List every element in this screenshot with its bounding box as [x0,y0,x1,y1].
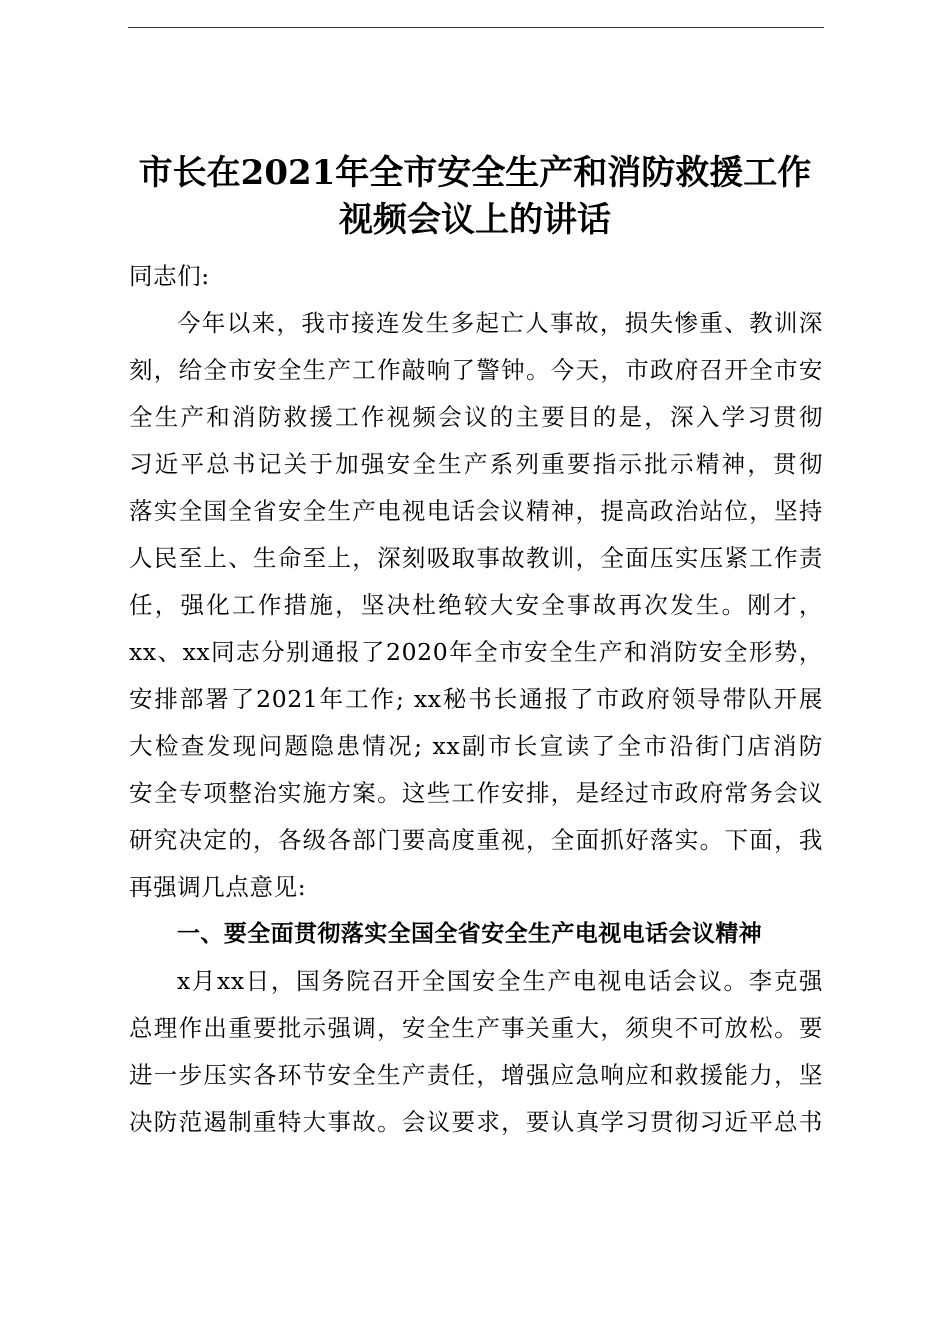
document-body [129,253,823,1146]
paragraph-line: 安排部署了2021年工作; xx秘书长通报了市政府领导带队开展 [129,685,823,713]
paragraph-line: 总理作出重要批示强调，安全生产事关重大，须臾不可放松。要 [129,1014,823,1042]
paragraph-line: 决防范遏制重特大事故。会议要求，要认真学习贯彻习近平总书 [129,1108,823,1136]
paragraph-line: 进一步压实各环节安全生产责任，增强应急响应和救援能力，坚 [129,1061,823,1089]
paragraph-line: 落实全国全省安全生产电视电话会议精神，提高政治站位，坚持 [129,497,823,525]
title-line-2: 视频会议上的讲话 [339,200,611,240]
paragraph-line: 人民至上、生命至上，深刻吸取事故教训，全面压实压紧工作责 [129,544,823,572]
section-heading-1: 一、要全面贯彻落实全国全省安全生产电视电话会议精神 [177,921,762,947]
paragraph-line: 研究决定的，各级各部门要高度重视，全面抓好落实。下面，我 [129,826,823,854]
document-title [100,150,850,244]
paragraph-line: 任，强化工作措施，坚决杜绝较大安全事故再次发生。刚才， [129,591,823,619]
paragraph-line: 大检查发现问题隐患情况; xx副市长宣读了全市沿街门店消防 [129,732,823,760]
paragraph-line: 今年以来，我市接连发生多起亡人事故，损失惨重、教训深 [177,309,823,337]
paragraph-line: 安全专项整治实施方案。这些工作安排，是经过市政府常务会议 [129,779,823,807]
paragraph-line: xx、xx同志分别通报了2020年全市安全生产和消防安全形势， [129,638,823,666]
paragraph-2 [129,958,823,1146]
title-line-1: 市长在2021年全市安全生产和消防救援工作 [138,153,812,193]
paragraph-line: 刻，给全市安全生产工作敲响了警钟。今天，市政府召开全市安 [129,356,823,384]
paragraph-1 [129,300,823,911]
paragraph-line: 习近平总书记关于加强安全生产系列重要指示批示精神，贯彻 [129,450,823,478]
paragraph-line: x月xx日，国务院召开全国安全生产电视电话会议。李克强 [177,967,823,995]
paragraph-line: 全生产和消防救援工作视频会议的主要目的是，深入学习贯彻 [129,403,823,431]
paragraph-line: 再强调几点意见: [129,873,307,901]
header-rule [128,27,824,28]
salutation: 同志们: [129,262,210,290]
